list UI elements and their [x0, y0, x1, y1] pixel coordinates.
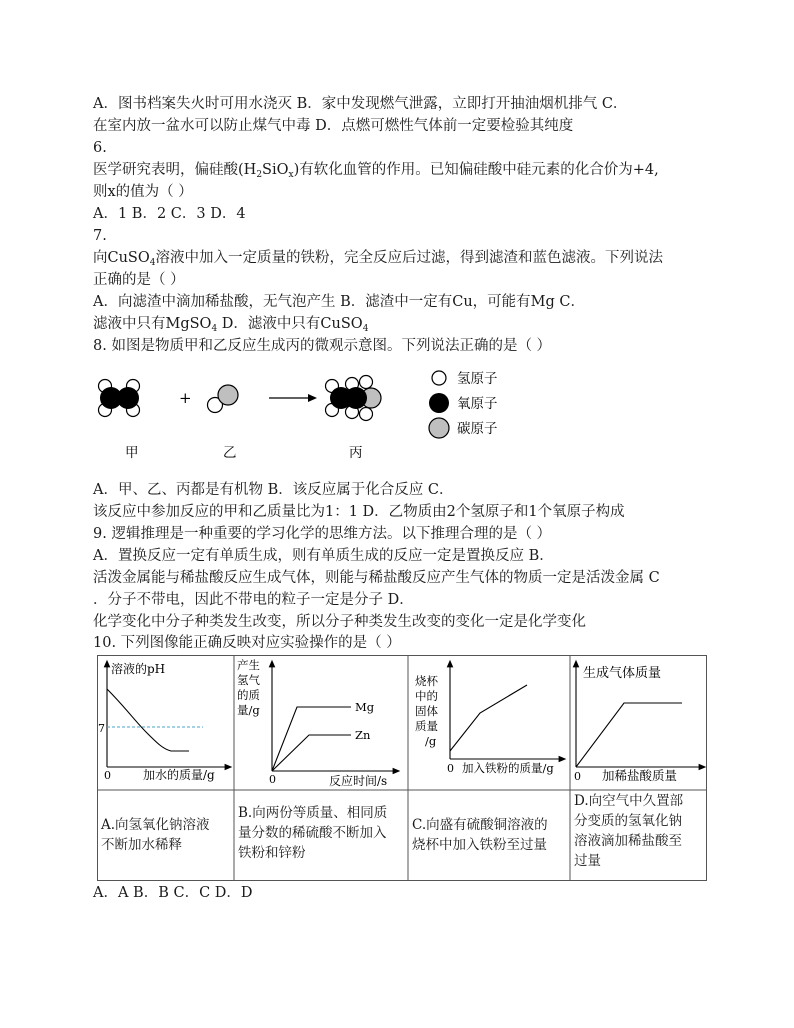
molecule-svg	[93, 358, 523, 468]
graph-a-ylabel: 溶液的pH	[111, 662, 166, 676]
graph-a	[98, 661, 229, 782]
q6-stem-line2: 则x的值为（ ）	[93, 184, 193, 200]
cell-c	[412, 815, 548, 855]
q9-line2: 活泼金属能与稀盐酸反应生成气体，则能与稀盐酸反应产生气体的物质一定是活泼金属 C	[93, 570, 660, 586]
q5-options-line1: A．图书档案失火时可用水浇灭 B．家中发现燃气泄露，立即打开抽油烟机排气 C．	[93, 96, 628, 112]
cell-d-line3: 溶液滴加稀盐酸至	[574, 833, 682, 849]
graph-b-xlabel: 反应时间/s	[329, 774, 388, 788]
graph-a-origin: 0	[104, 769, 111, 782]
graph-c-origin: 0	[447, 762, 454, 775]
graph-a-curve	[107, 689, 189, 751]
graph-b-ylabel-1: 产生	[237, 658, 260, 672]
graph-b-ylabel-3: 的质	[237, 688, 260, 702]
label-yi: 乙	[223, 445, 237, 461]
graph-c	[415, 663, 563, 775]
label-jia: 甲	[125, 445, 139, 461]
q8-options-line2: 该反应中参加反应的甲和乙质量比为1：1 D．乙物质由2个氢原子和1个氧原子构成	[93, 504, 625, 520]
q8-stem: 8. 如图是物质甲和乙反应生成丙的微观示意图。下列说法正确的是（ ）	[93, 338, 552, 354]
q6-stem: 医学研究表明，偏硅酸$(H_2SiO_x)$有软化血管的作用。已知偏硅酸中硅元素的化合价为+4,	[93, 162, 659, 180]
cell-d-line4: 过量	[574, 853, 601, 869]
molecule-diagram	[93, 358, 523, 468]
graph-d-origin: 0	[574, 770, 581, 783]
molecule-yi	[208, 385, 239, 413]
hydrogen-legend-icon	[432, 371, 446, 385]
graph-d-line	[576, 703, 682, 767]
molecule-bing	[326, 376, 382, 421]
graph-c-ylabel-2: 中的	[415, 689, 438, 703]
q9-line3: ．分子不带电，因此不带电的粒子一定是分子 D．	[93, 592, 414, 608]
graph-d	[574, 663, 703, 783]
graph-b-mg-line	[272, 707, 351, 771]
cell-c-line1: C.向盛有硫酸铜溶液的	[412, 817, 548, 833]
cell-d-line2: 分变质的氢氧化钠	[574, 813, 682, 829]
q10-options: A．A B．B C．C D．D	[93, 885, 253, 901]
cell-a	[101, 815, 210, 855]
q7-options-line2: 滤液中只有MgSO$_4$ D．滤液中只有CuSO$_4$	[93, 316, 369, 334]
q10-stem: 10. 下列图像能正确反映对应实验操作的是（ ）	[93, 635, 401, 651]
q5-options-line2: 在室内放一盆水可以防止煤气中毒 D．点燃可燃性气体前一定要检验其纯度	[93, 118, 574, 134]
graph-b-ylabel-2: 氢气	[237, 673, 260, 687]
cell-a-line1: A.向氢氧化钠溶液	[101, 817, 210, 833]
graph-b	[237, 658, 397, 788]
graph-c-ylabel-3: 固体	[415, 704, 438, 718]
carbon-legend-icon	[429, 418, 449, 438]
reaction-arrow	[269, 394, 317, 402]
graph-a-xlabel: 加水的质量/g	[143, 768, 215, 782]
label-bing: 丙	[349, 445, 363, 461]
graph-b-ylabel-4: 量/g	[237, 703, 260, 717]
q7-options-line1: A．向滤渣中滴加稀盐酸，无气泡产生 B．滤渣中一定有Cu，可能有Mg C．	[93, 294, 585, 310]
q9-stem: 9. 逻辑推理是一种重要的学习化学的思维方法。以下推理合理的是（ ）	[93, 526, 552, 542]
graph-b-zn-label: Zn	[355, 728, 371, 742]
legend-oxygen: 氧原子	[457, 396, 498, 412]
q8-options-line1: A．甲、乙、丙都是有机物 B．该反应属于化合反应 C．	[93, 482, 454, 498]
q6-options: A．1 B．2 C．3 D．4	[93, 206, 246, 222]
graph-a-tick: 7	[98, 722, 105, 735]
graph-b-mg-label: Mg	[355, 700, 375, 714]
graph-b-origin: 0	[269, 773, 276, 786]
cell-d-line1: D.向空气中久置部	[574, 793, 684, 809]
graph-c-xlabel: 加入铁粉的质量/g	[462, 761, 554, 775]
cell-b-line1: B.向两份等质量、相同质	[238, 805, 388, 821]
graph-d-ylabel: 生成气体质量	[583, 666, 662, 681]
q9-line1: A．置换反应一定有单质生成，则有单质生成的反应一定是置换反应 B．	[93, 548, 554, 564]
oxygen-legend-icon	[429, 393, 449, 413]
q7-stem-line2: 正确的是（ ）	[93, 272, 185, 288]
cell-c-line2: 烧杯中加入铁粉至过量	[412, 837, 547, 853]
legend-hydrogen: 氢原子	[457, 371, 498, 387]
cell-b	[238, 803, 387, 863]
molecule-legend	[429, 371, 498, 438]
cell-a-line2: 不断加水稀释	[101, 837, 182, 853]
q7-stem: 向CuSO$_4$溶液中加入一定质量的铁粉，完全反应后过滤，得到滤渣和蓝色滤液。下列说法	[93, 250, 663, 268]
graph-c-ylabel-4: 质量	[415, 719, 438, 733]
graph-c-ylabel-1: 烧杯	[415, 674, 438, 688]
molecule-jia	[99, 380, 140, 417]
q10-graph-table	[97, 655, 707, 881]
q6-number: 6.	[93, 140, 107, 156]
plus-sign: +	[179, 389, 192, 407]
graph-d-xlabel: 加稀盐酸质量	[602, 768, 678, 783]
graph-c-line	[450, 685, 527, 751]
cell-b-line3: 铁粉和锌粉	[238, 845, 306, 861]
cell-d	[574, 791, 683, 871]
cell-b-line2: 量分数的稀硫酸不断加入	[238, 825, 387, 841]
q7-number: 7.	[93, 228, 107, 244]
legend-carbon: 碳原子	[457, 421, 498, 437]
q9-line4: 化学变化中分子种类发生改变，所以分子种类发生改变的变化一定是化学变化	[93, 614, 586, 630]
graph-c-ylabel-5: /g	[425, 734, 437, 748]
